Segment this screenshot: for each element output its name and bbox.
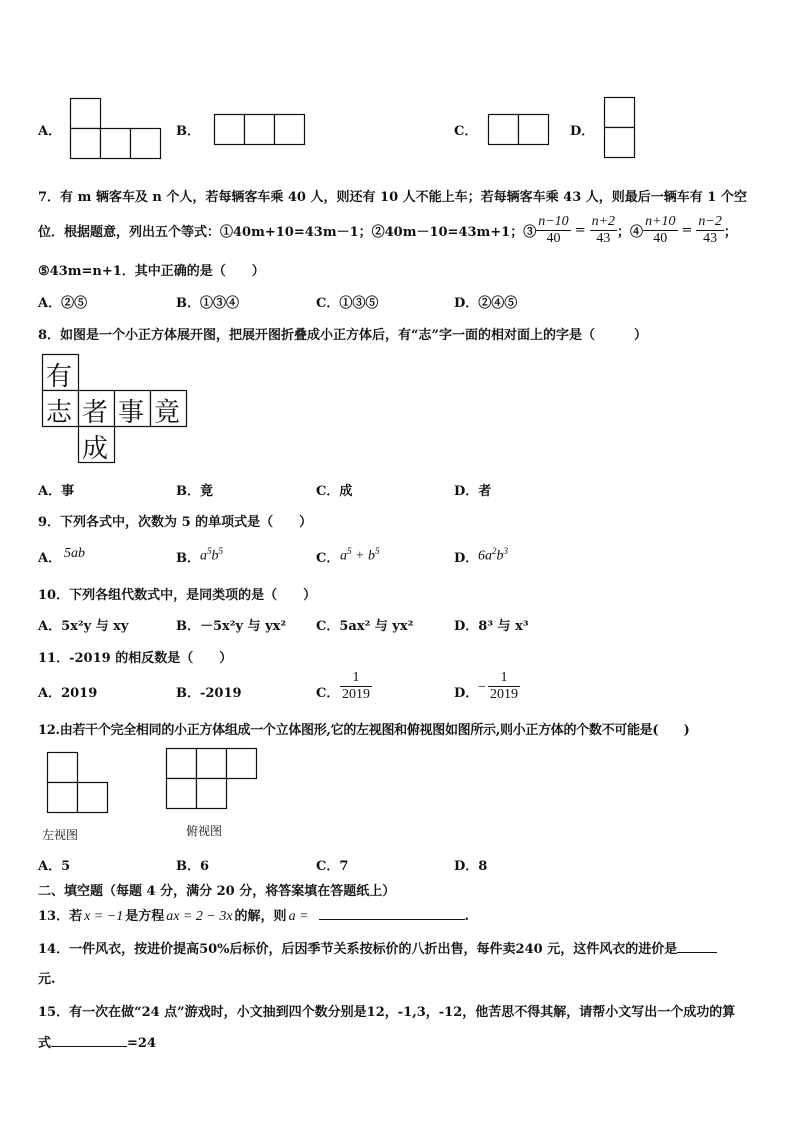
q12-option-b: B．6 <box>176 859 210 874</box>
q7-frac-4a-num: n+10 <box>645 214 676 229</box>
q15-line1: 15．有一次在做“24 点”游戏时，小文抽到四个数分别是12，-1,3，-12，他苦思不得其解，请帮小文写出一个成功的算 <box>38 1005 736 1020</box>
q8-option-b: B．竟 <box>176 484 213 499</box>
q7-line2 <box>38 214 737 247</box>
q7-line1: 7．有 m 辆客车及 n 个人，若每辆客车乘 40 人，则还有 10 人不能上车；若每辆客车乘 43 人，则最后一辆车有 1 个空 <box>38 190 747 205</box>
q10-stem: 10．下列各组代数式中，是同类项的是（ ） <box>38 588 317 603</box>
q6-option-d-figure <box>604 97 636 159</box>
q11-option-a: A．2019 <box>38 686 98 701</box>
q13-mid: 是方程 <box>125 909 165 924</box>
q11-d-den: 2019 <box>490 687 518 702</box>
q6-option-c-label: C． <box>454 124 478 139</box>
q7-frac-3b <box>590 214 617 247</box>
q12-option-d: D．8 <box>454 859 488 874</box>
q7-option-b: B．①③④ <box>176 296 239 311</box>
q7-frac-3b-den: 43 <box>596 231 611 246</box>
q11-stem: 11．-2019 的相反数是（ ） <box>38 651 233 666</box>
q8-net-top: 有 <box>46 362 73 392</box>
q13-expr1: x = −1 <box>84 909 124 924</box>
q14-line1 <box>38 938 717 957</box>
q9-option-b-label: B． <box>176 551 200 566</box>
q6-option-a-label: A． <box>38 124 62 139</box>
q13-prefix: 13．若 <box>38 909 83 924</box>
q9-option-c-label: C． <box>316 551 340 566</box>
q13-expr3: a = <box>288 909 309 924</box>
q11-c-den: 2019 <box>342 687 370 702</box>
q11-option-d-frac <box>488 670 520 703</box>
q7-end: ； <box>723 225 737 240</box>
q7-eq-3: = <box>574 223 586 238</box>
q11-option-b: B．-2019 <box>176 686 242 701</box>
q12-stem: 12.由若干个完全相同的小正方体组成一个立体图形,它的左视图和俯视图如图所示,则小正方体的个数不可能是( ) <box>38 723 690 738</box>
q8-option-d: D．者 <box>454 484 492 499</box>
q11-option-c-label: C． <box>316 686 340 701</box>
q12-left-view <box>47 752 109 814</box>
q7-frac-4a-den: 40 <box>653 231 668 246</box>
q7-frac-3b-num: n+2 <box>591 214 616 229</box>
q7-option-c: C．①③⑤ <box>316 296 379 311</box>
q7-sep: ；④ <box>617 225 644 240</box>
q12-option-c: C．7 <box>316 859 349 874</box>
q7-frac-4a <box>643 214 677 247</box>
q14-line2: 元. <box>38 972 56 987</box>
question-13 <box>38 905 469 925</box>
q14-answer-blank[interactable] <box>677 952 717 953</box>
q15-line2-prefix: 式 <box>38 1036 52 1051</box>
q11-option-d-label: D． <box>454 686 479 701</box>
q13-answer-blank[interactable] <box>319 919 465 920</box>
q13-expr2: ax = 2 − 3x <box>166 909 233 924</box>
q7-frac-4b-den: 43 <box>703 231 718 246</box>
q7-frac-4b <box>696 214 723 247</box>
q9-option-a-label: A． <box>38 551 62 566</box>
q12-top-view <box>166 748 258 810</box>
q7-option-d: D．②④⑤ <box>454 296 518 311</box>
q12-option-a: A．5 <box>38 859 71 874</box>
q10-option-a: A．5x²y 与 xy <box>38 619 129 634</box>
q9-option-d-label: D． <box>454 551 479 566</box>
q8-net-r3: 事 <box>118 398 145 428</box>
q9-option-d-expr: $6a^2b^3$ <box>478 546 508 564</box>
q7-frac-4b-num: n−2 <box>698 214 722 229</box>
q8-net-r2: 者 <box>82 398 109 428</box>
q12-top-view-label: 俯视图 <box>186 824 223 838</box>
q6-option-a-figure <box>70 98 162 160</box>
q10-option-d: D．8³ 与 x³ <box>454 619 529 634</box>
q11-c-num: 1 <box>340 670 372 687</box>
q7-line2-prefix: 位．根据题意，列出五个等式：①40m+10=43m－1；②40m－10=43m+1；③ <box>38 225 537 240</box>
q13-mid2: 的解，则 <box>234 909 287 924</box>
q7-eq-4: = <box>681 223 693 238</box>
q7-line3: ⑤43m=n+1．其中正确的是（ ） <box>38 264 265 279</box>
q8-net-bottom: 成 <box>82 434 109 464</box>
q8-stem: 8．如图是一个小正方体展开图，把展开图折叠成小正方体后，有“志”字一面的相对面上的字是（ ） <box>38 328 648 343</box>
q6-option-d-label: D． <box>570 124 595 139</box>
q9-stem: 9．下列各式中，次数为 5 的单项式是（ ） <box>38 515 313 530</box>
q6-option-b-figure <box>214 114 306 146</box>
q13-end: . <box>464 909 470 924</box>
q14-line1-text: 14．一件风衣，按进价提高50%后标价，后因季节关系按标价的八折出售，每件卖240 元，这件风衣的进价是 <box>38 942 678 957</box>
q10-option-c: C．5ax² 与 yx² <box>316 619 414 634</box>
q8-option-a: A．事 <box>38 484 75 499</box>
q15-line2 <box>38 1032 156 1051</box>
section-2-title: 二、填空题（每题 4 分，满分 20 分，将答案填在答题纸上） <box>38 884 396 899</box>
q7-frac-3a <box>536 214 570 247</box>
q12-left-view-label: 左视图 <box>42 828 79 842</box>
q11-option-d-minus: − <box>478 680 486 695</box>
q15-answer-blank[interactable] <box>51 1046 127 1047</box>
q6-option-b-label: B． <box>176 124 200 139</box>
q11-d-num: 1 <box>488 670 520 687</box>
q8-option-c: C．成 <box>316 484 353 499</box>
q7-frac-3a-den: 40 <box>546 231 561 246</box>
q9-option-a-expr: 5ab <box>64 546 85 561</box>
q10-option-b: B．－5x²y 与 yx² <box>176 619 287 634</box>
q8-net-r1: 志 <box>46 398 73 428</box>
q8-net-r4: 竟 <box>154 398 181 428</box>
q6-option-c-figure <box>488 114 550 146</box>
q7-option-a: A．②⑤ <box>38 296 88 311</box>
q11-option-c-frac <box>340 670 372 703</box>
q7-frac-3a-num: n−10 <box>538 214 569 229</box>
q15-line2-end: =24 <box>127 1036 156 1051</box>
q9-option-c-expr: $a^5 + b^5$ <box>340 546 380 564</box>
q9-option-b-expr: $a^5b^5$ <box>200 546 223 564</box>
